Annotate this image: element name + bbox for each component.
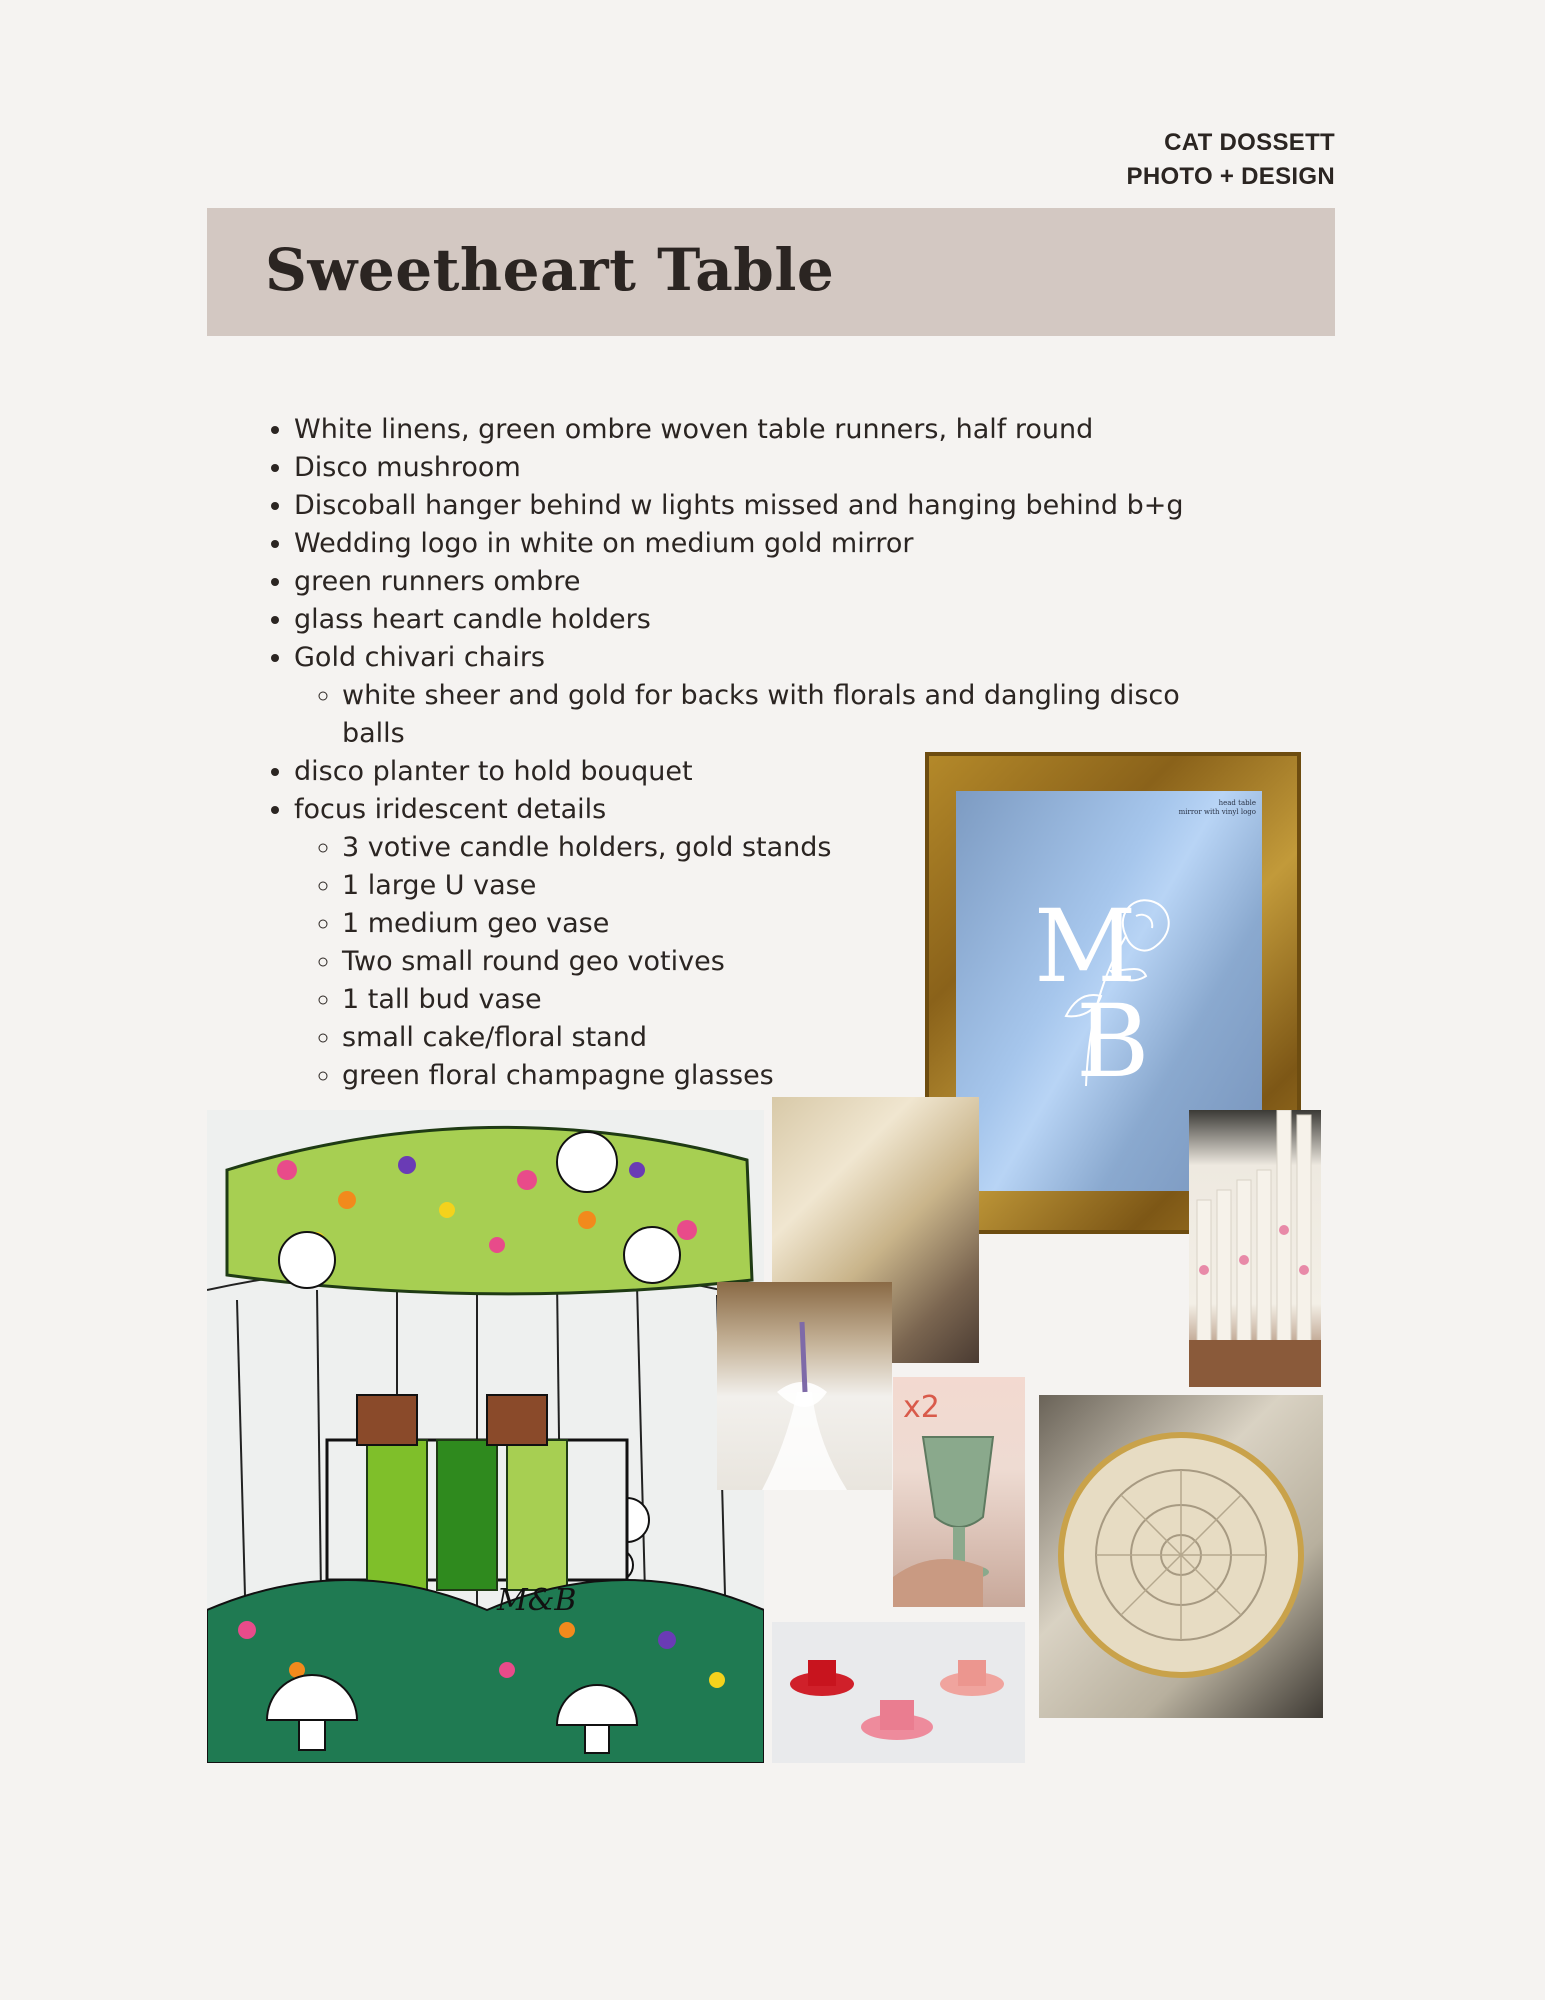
mirror-caption — [1179, 799, 1256, 817]
sublist-item: ◦ green floral champagne glasses — [342, 1057, 1274, 1095]
list-item-label: focus iridescent details — [294, 794, 607, 825]
goblet-quantity-note: x2 — [903, 1390, 940, 1425]
etched-glass-plate-photo — [1039, 1395, 1323, 1718]
monogram-letter-b: B — [1076, 983, 1150, 1096]
chairs-sublist — [294, 677, 1274, 753]
chair-back-left — [357, 1395, 417, 1445]
wedding-monogram-logo — [1026, 876, 1186, 1096]
page-title: Sweetheart Table — [265, 236, 835, 304]
light-pink-votive — [940, 1660, 1004, 1696]
runner-right — [507, 1440, 567, 1590]
runner-middle — [437, 1440, 497, 1590]
chair-back-right — [487, 1395, 547, 1445]
monogram-letter-m: M — [1034, 888, 1137, 1005]
red-votive — [790, 1660, 854, 1696]
list-item: • disco planter to hold bouquet — [294, 753, 1274, 791]
mirror-caption-line1: head table — [1218, 799, 1256, 807]
sublist-item: ◦ 1 medium geo vase — [342, 905, 1274, 943]
brand-logo-text — [1127, 126, 1335, 194]
brand-name: CAT DOSSETT — [1164, 129, 1335, 156]
list-item-label: Gold chivari chairs — [294, 642, 546, 673]
sketch-monogram: M&B — [497, 1583, 577, 1618]
list-item: • glass heart candle holders — [294, 601, 1274, 639]
sublist-item: ◦ 1 large U vase — [342, 867, 1274, 905]
mirror-caption-line2: mirror with vinyl logo — [1178, 808, 1256, 816]
green-glass-goblet-photo — [893, 1377, 1025, 1607]
brand-tagline: PHOTO + DESIGN — [1126, 163, 1335, 190]
list-item: • Wedding logo in white on medium gold mirror — [294, 525, 1274, 563]
white-tulle-chair-bow-photo — [717, 1282, 892, 1490]
list-item: • green runners ombre — [294, 563, 1274, 601]
sweetheart-table-sketch — [207, 1110, 764, 1763]
title-banner — [207, 208, 1335, 336]
pink-glass-votives-photo — [772, 1622, 1025, 1763]
sublist-item: ◦ 1 tall bud vase — [342, 981, 1274, 1019]
list-item: • Discoball hanger behind w lights missed and hanging behind b+g — [294, 487, 1274, 525]
list-item: • Disco mushroom — [294, 449, 1274, 487]
list-item: • White linens, green ombre woven table runners, half round — [294, 411, 1274, 449]
pink-votive — [861, 1700, 933, 1740]
runner-left — [367, 1440, 427, 1590]
floral-taper-candles-photo — [1189, 1110, 1321, 1387]
sublist-item: ◦ small cake/floral stand — [342, 1019, 1274, 1057]
sublist-item: ◦ white sheer and gold for backs with florals and dangling disco balls — [342, 677, 1222, 753]
sublist-item: ◦ 3 votive candle holders, gold stands — [342, 829, 1274, 867]
list-item-chairs — [294, 639, 1274, 753]
sublist-item: ◦ Two small round geo votives — [342, 943, 1274, 981]
